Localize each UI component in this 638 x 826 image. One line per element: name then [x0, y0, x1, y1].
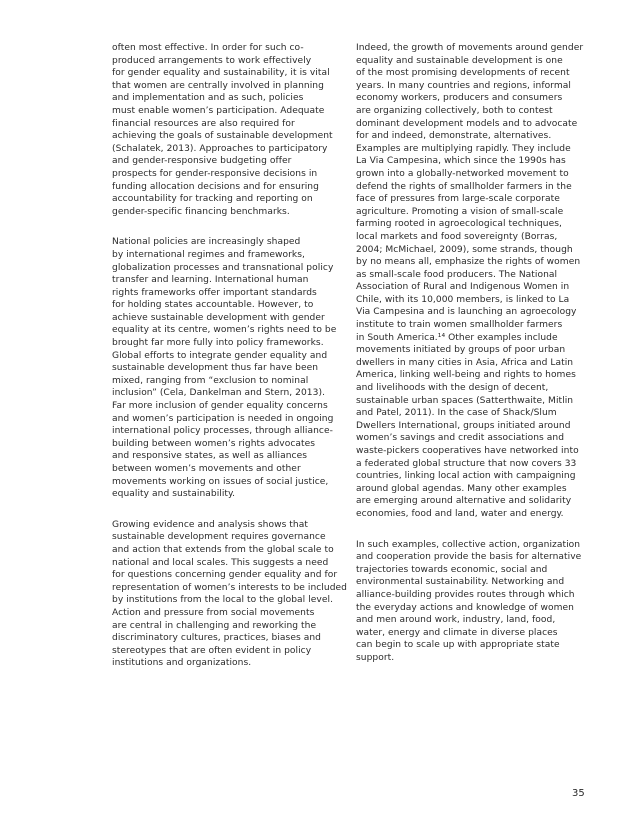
text-line: countries, linking local action with campaigning [356, 471, 576, 482]
text-line: 2004; McMichael, 2009), some strands, though [356, 244, 573, 255]
text-line: as small-scale food producers. The National [356, 269, 558, 280]
text-line: for questions concerning gender equality and for [112, 570, 338, 581]
text-line: and cooperation provide the basis for alternative [356, 552, 582, 563]
text-line: Dwellers International, groups initiated around [356, 420, 571, 431]
paragraph [356, 42, 594, 521]
text-line: La Via Campesina, which since the 1990s has [356, 156, 566, 167]
text-line: between women’s movements and other [112, 464, 301, 474]
text-line: Growing evidence and analysis shows that [112, 519, 308, 530]
text-line: Far more inclusion of gender equality concerns [112, 401, 328, 412]
text-line: for holding states accountable. However, to [112, 300, 314, 311]
text-line: years. In many countries and regions, informal [356, 80, 571, 91]
text-line: prospects for gender-responsive decisions in [112, 168, 318, 179]
text-line: brought far more fully into policy frameworks. [112, 338, 324, 349]
text-line: stereotypes that are often evident in policy [112, 645, 312, 656]
text-line: water, energy and climate in diverse places [356, 627, 558, 638]
text-line: are emerging around alternative and solidarity [356, 496, 572, 507]
text-line: sustainable urban spaces (Satterthwaite, Mitlin [356, 395, 574, 406]
text-line: trajectories towards economic, social and [356, 564, 548, 575]
text-line: equality and sustainable development is one [356, 55, 563, 66]
text-line: defend the rights of smallholder farmers in the [356, 181, 572, 192]
text-line: by no means all, emphasize the rights of women [356, 257, 581, 268]
text-line: gender-specific financing benchmarks. [112, 206, 290, 217]
text-line: and livelihoods with the design of decent, [356, 383, 549, 394]
text-line: sustainable development thus far have been [112, 363, 319, 374]
text-line: for gender equality and sustainability, it is vital [112, 68, 330, 79]
text-line: Examples are multiplying rapidly. They include [356, 143, 571, 154]
left-text-column [112, 42, 350, 688]
text-line: must enable women’s participation. Adequate [112, 105, 325, 116]
paragraph [112, 42, 350, 218]
text-line: produced arrangements to work effectively [112, 55, 312, 66]
text-line: for and indeed, demonstrate, alternatives. [356, 131, 552, 142]
text-line: by institutions from the local to the global level. [112, 595, 334, 606]
text-line: support. [356, 652, 395, 663]
text-line: accountability for tracking and reporting on [112, 194, 313, 205]
page-number: 35 [572, 788, 585, 799]
text-line: local markets and food sovereignty (Borras, [356, 231, 558, 242]
text-line: by international regimes and frameworks, [112, 249, 305, 260]
text-line: Global efforts to integrate gender equality and [112, 350, 328, 361]
text-line: sustainable development requires governance [112, 532, 326, 543]
text-line: and responsive states, as well as alliances [112, 451, 308, 462]
text-line: the everyday actions and knowledge of women [356, 602, 574, 613]
text-line: institutions and organizations. [112, 658, 252, 669]
text-line: and gender-responsive budgeting offer [112, 156, 292, 167]
text-line: often most effective. In order for such co- [112, 43, 304, 53]
text-line: (Schalatek, 2013). Approaches to participatory [112, 143, 328, 154]
text-line: and action that extends from the global scale to [112, 544, 334, 555]
text-line: institute to train women smallholder farmers [356, 320, 563, 331]
text-line: grown into a globally-networked movement to [356, 168, 569, 179]
paragraph [356, 539, 594, 665]
text-line: a federated global structure that now covers 33 [356, 458, 577, 469]
text-line: women’s savings and credit associations and [356, 433, 565, 444]
text-line: agriculture. Promoting a vision of small-scale [356, 206, 564, 217]
text-line: equality and sustainability. [112, 489, 236, 500]
text-line: and men around work, industry, land, food, [356, 615, 556, 626]
text-line: around global agendas. Many other examples [356, 483, 567, 494]
text-line: achieving the goals of sustainable development [112, 131, 333, 142]
text-line: mixed, ranging from “exclusion to nominal [112, 375, 309, 386]
text-line: and implementation and as such, policies [112, 93, 304, 104]
text-line: of the most promising developments of recent [356, 68, 570, 79]
text-line: alliance-building provides routes through which [356, 589, 575, 600]
text-line: representation of women’s interests to be included [112, 582, 347, 593]
text-line: discriminatory cultures, practices, biases and [112, 633, 321, 644]
text-line: national and local scales. This suggests a need [112, 557, 329, 568]
text-line: can begin to scale up with appropriate state [356, 640, 560, 651]
text-line: are organizing collectively, both to contest [356, 105, 553, 116]
text-line: funding allocation decisions and for ensuring [112, 181, 319, 192]
text-line: dwellers in many cities in Asia, Africa and Latin [356, 357, 574, 368]
right-text-column [356, 42, 594, 683]
text-line: Association of Rural and Indigenous Women in [356, 282, 570, 293]
text-line: waste-pickers cooperatives have networked into [356, 446, 579, 456]
paragraph [112, 236, 350, 500]
text-line: movements working on issues of social justice, [112, 476, 329, 487]
text-line: farming rooted in agroecological techniques, [356, 219, 562, 230]
text-line: Indeed, the growth of movements around gender [356, 43, 584, 53]
text-line: building between women’s rights advocates [112, 438, 316, 449]
text-line: environmental sustainability. Networking and [356, 577, 565, 588]
text-line: face of pressures from large-scale corporate [356, 194, 560, 205]
text-line: in South America.¹⁴ Other examples include [356, 332, 558, 343]
text-line: transfer and learning. International human [112, 275, 309, 286]
text-line: financial resources are also required for [112, 118, 295, 129]
text-line: and women’s participation is needed in ongoing [112, 413, 334, 424]
text-line: economy workers, producers and consumers [356, 93, 563, 104]
text-line: that women are centrally involved in planning [112, 80, 324, 91]
text-line: are central in challenging and reworking the [112, 620, 317, 631]
text-line: equality at its centre, women’s rights need to be [112, 325, 337, 336]
text-line: Chile, with its 10,000 members, is linked to La [356, 294, 570, 305]
text-line: National policies are increasingly shaped [112, 237, 301, 248]
text-line: dominant development models and to advocate [356, 118, 578, 129]
text-line: inclusion” (Cela, Dankelman and Stern, 2013). [112, 388, 326, 399]
text-line: In such examples, collective action, organization [356, 539, 581, 550]
text-line: and Patel, 2011). In the case of Shack/Slum [356, 408, 557, 419]
paragraph [112, 519, 350, 670]
text-line: America, linking well-being and rights to homes [356, 370, 576, 381]
text-line: globalization processes and transnational policy [112, 262, 334, 273]
text-line: rights frameworks offer important standards [112, 287, 317, 298]
text-line: movements initiated by groups of poor urban [356, 345, 566, 356]
text-line: Via Campesina and is launching an agroecology [356, 307, 577, 318]
text-line: Action and pressure from social movements [112, 607, 315, 618]
text-line: international policy processes, through alliance- [112, 426, 333, 437]
text-line: achieve sustainable development with gender [112, 312, 325, 323]
text-line: economies, food and land, water and energy. [356, 508, 564, 519]
